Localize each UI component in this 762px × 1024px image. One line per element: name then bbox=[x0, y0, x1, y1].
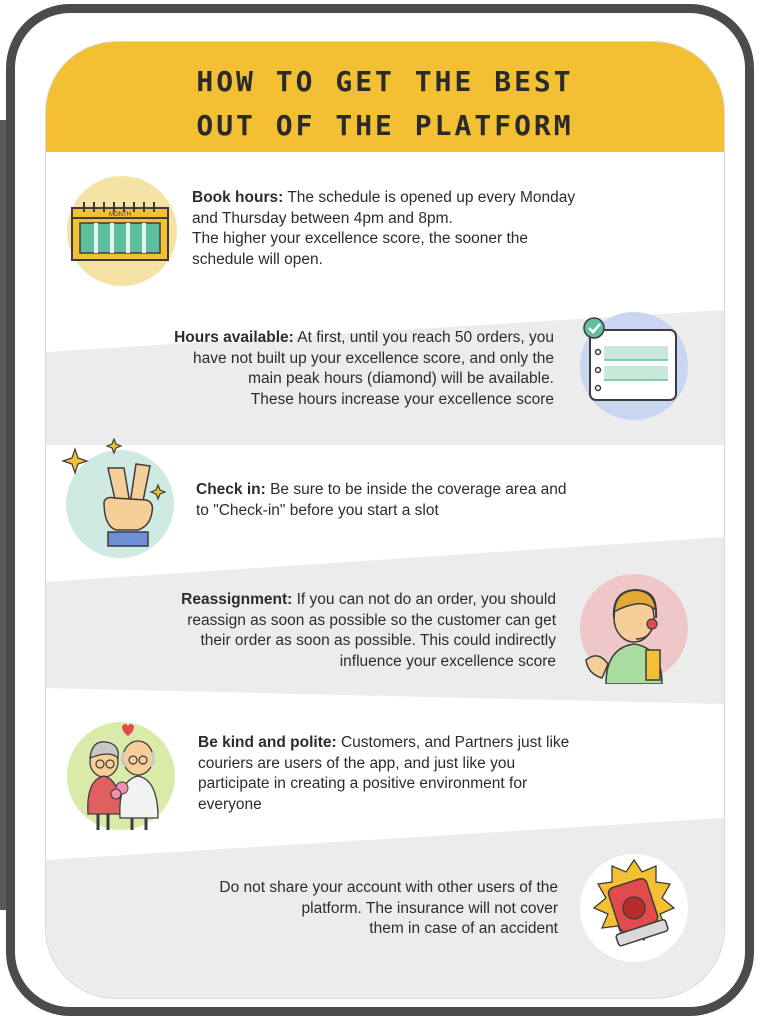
tip-heading: Be kind and polite: bbox=[198, 734, 337, 751]
victory-hand-icon bbox=[60, 438, 180, 558]
tip-line: them in case of an accident bbox=[369, 920, 558, 937]
infographic-card bbox=[46, 42, 724, 998]
tip-hours-available bbox=[52, 328, 554, 410]
tip-book-hours bbox=[192, 188, 712, 270]
title-line-1: HOW TO GET THE BEST bbox=[196, 65, 574, 98]
tip-line: The schedule is opened up every Monday bbox=[287, 189, 576, 206]
tip-line: everyone bbox=[198, 795, 262, 813]
tip-line: platform. The insurance will not cover bbox=[301, 899, 558, 917]
tip-line: to "Check-in" before you start a slot bbox=[196, 501, 439, 519]
support-agent-icon bbox=[576, 572, 692, 684]
tip-check-in bbox=[196, 480, 716, 521]
tip-heading: Hours available: bbox=[174, 329, 294, 346]
tip-line: Be sure to be inside the coverage area and bbox=[270, 481, 567, 498]
tip-line: These hours increase your excellence score bbox=[250, 390, 554, 408]
tip-line: schedule will open. bbox=[192, 250, 323, 268]
tip-heading: Reassignment: bbox=[181, 591, 293, 608]
tip-line: main peak hours (diamond) will be available. bbox=[248, 370, 554, 387]
tip-line: influence your excellence score bbox=[339, 652, 556, 670]
tip-line: If you can not do an order, you should bbox=[296, 591, 556, 608]
calendar-month-label: MONTH bbox=[109, 212, 131, 218]
tip-line: have not built up your excellence score, and only the bbox=[192, 349, 554, 367]
elderly-couple-icon bbox=[62, 718, 180, 834]
checklist-icon bbox=[576, 310, 692, 422]
tip-line: Customers, and Partners just like bbox=[340, 734, 570, 751]
tip-line: participate in creating a positive environment for bbox=[198, 775, 528, 792]
tip-reassignment bbox=[52, 590, 556, 672]
tip-do-not-share bbox=[52, 878, 558, 940]
page-title bbox=[46, 60, 724, 148]
tip-line: Do not share your account with other users of the bbox=[219, 879, 558, 896]
tip-heading: Book hours: bbox=[192, 189, 284, 206]
tip-line: couriers are users of the app, and just like you bbox=[198, 754, 516, 772]
tip-line: and Thursday between 4pm and 8pm. bbox=[192, 209, 453, 227]
tip-line: The higher your excellence score, the sooner the bbox=[192, 230, 529, 247]
tip-heading: Check in: bbox=[196, 481, 266, 498]
tip-line: reassign as soon as possible so the customer can get bbox=[187, 611, 556, 629]
tip-line: their order as soon as possible. This could indirectly bbox=[200, 632, 556, 649]
calendar-icon bbox=[62, 174, 180, 288]
tip-line: At first, until you reach 50 orders, you bbox=[297, 329, 554, 346]
alarm-siren-icon bbox=[576, 852, 692, 964]
title-line-2: OUT OF THE PLATFORM bbox=[196, 109, 574, 142]
tip-be-kind bbox=[198, 733, 710, 815]
